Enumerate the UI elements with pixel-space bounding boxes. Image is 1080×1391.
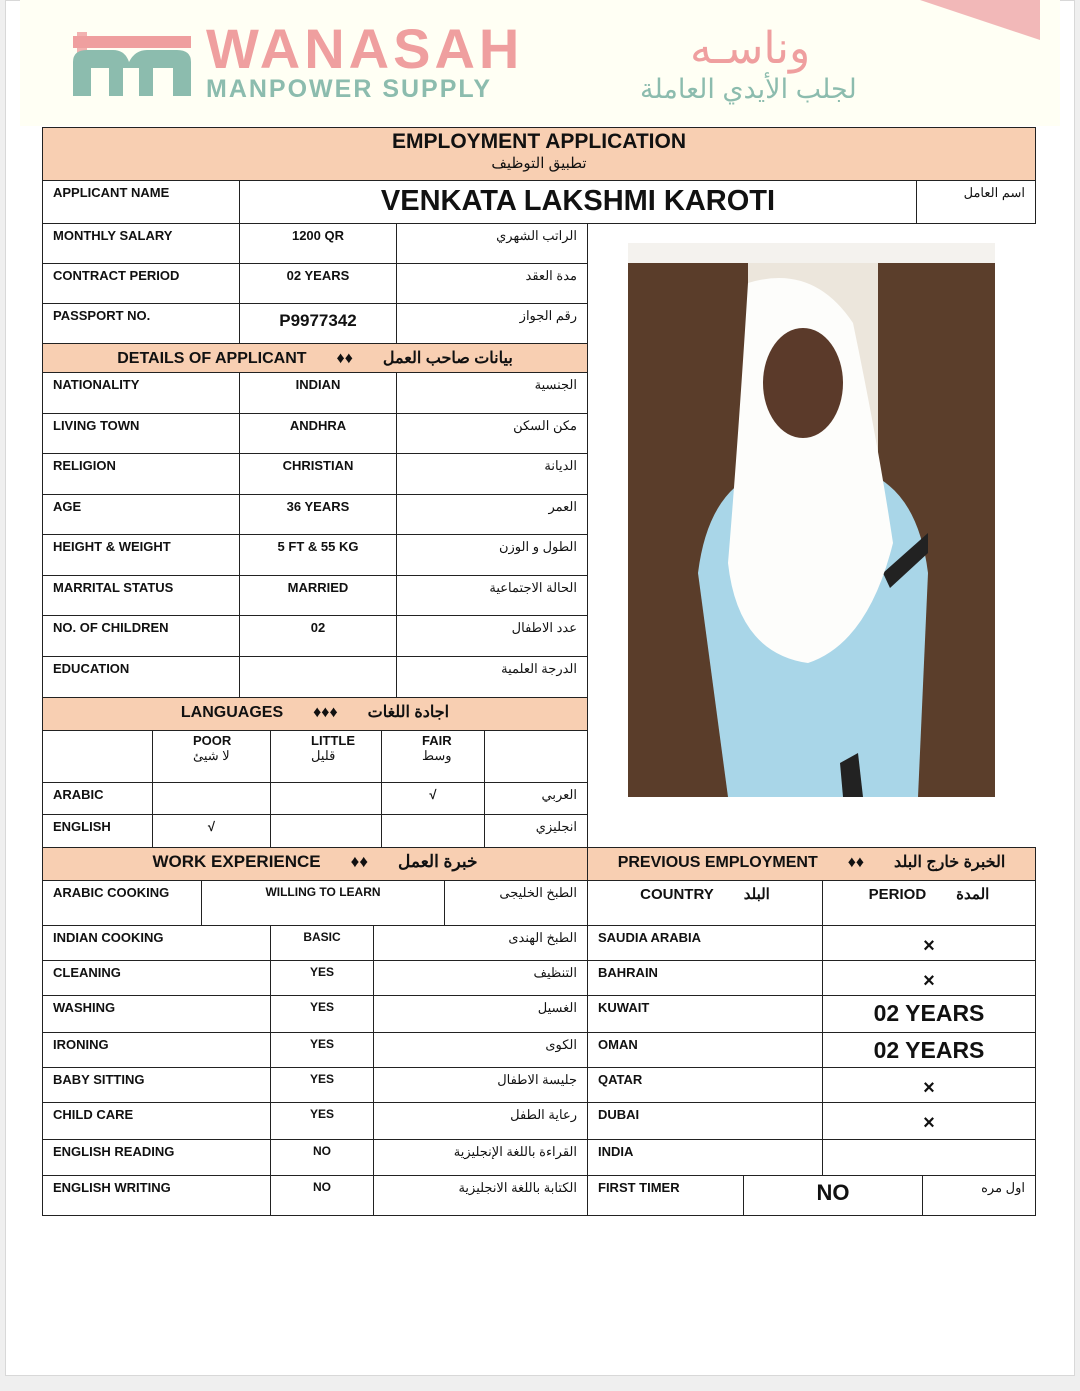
skill-value (201, 880, 445, 926)
language-check-fair-text: √ (429, 787, 437, 802)
skill-value (270, 995, 374, 1033)
level-en: POOR (193, 733, 232, 748)
detail-value-text: ANDHRA (289, 418, 347, 433)
first-timer-label-arabic (922, 1175, 1036, 1216)
previous-country (587, 1139, 823, 1176)
form-title: EMPLOYMENT APPLICATION (392, 130, 686, 153)
language-check-little[interactable] (270, 782, 382, 815)
skill-value (270, 960, 374, 996)
country-column-header (587, 880, 823, 926)
previous-country (587, 960, 823, 996)
detail-label-text: EDUCATION (53, 661, 130, 676)
detail-value-text: INDIAN (295, 377, 341, 392)
detail-label-text: AGE (53, 499, 82, 514)
skill-label-arabic (373, 960, 588, 996)
detail-label-arabic (396, 453, 588, 495)
country-column-header-text: البلد (743, 886, 770, 903)
detail-value (239, 575, 397, 616)
previous-employment-header (587, 847, 1036, 881)
detail-label (42, 615, 240, 657)
detail-label-arabic-text: الجنسية (534, 377, 577, 392)
language-check-poor[interactable] (152, 814, 271, 848)
details-header-text: ♦♦ (336, 350, 353, 367)
work-experience-header-text: ♦♦ (350, 852, 369, 871)
contract-label-arabic (396, 223, 588, 264)
language-check-poor-text: √ (207, 819, 216, 834)
skill-label-arabic (373, 925, 588, 961)
details-header (42, 343, 588, 373)
detail-label (42, 453, 240, 495)
contract-value-text: 02 YEARS (286, 268, 350, 283)
skill-label (42, 925, 271, 961)
contract-label (42, 223, 240, 264)
period-column-header-text: المدة (956, 886, 990, 903)
detail-value-text: 5 FT & 55 KG (277, 539, 359, 554)
skill-label (42, 880, 202, 926)
contract-label (42, 263, 240, 304)
first-timer-label-text: FIRST TIMER (598, 1180, 680, 1195)
language-label-arabic (484, 782, 588, 815)
detail-label-arabic-text: الدرجة العلمية (501, 661, 577, 676)
skill-value (270, 1102, 374, 1140)
previous-country (587, 1032, 823, 1068)
language-label-arabic-text: العربي (541, 787, 577, 802)
skill-label-arabic-text: التنظيف (533, 965, 577, 980)
previous-period (822, 925, 1036, 961)
skill-value (270, 1067, 374, 1103)
detail-label-arabic (396, 656, 588, 698)
previous-country (587, 1102, 823, 1140)
language-check-fair[interactable] (381, 814, 485, 848)
title-row (42, 127, 1036, 181)
skill-value (270, 1139, 374, 1176)
skill-label-text: ENGLISH READING (53, 1144, 175, 1159)
language-level-header (152, 730, 271, 783)
previous-country (587, 925, 823, 961)
applicant-name-label-text: APPLICANT NAME (53, 185, 170, 200)
detail-label (42, 656, 240, 698)
company-logo-icon (73, 32, 191, 96)
detail-value-text: 02 (310, 620, 326, 635)
contract-value-text: P9977342 (279, 311, 357, 330)
skill-label (42, 995, 271, 1033)
contract-label-arabic-text: الراتب الشهري (496, 228, 577, 243)
language-level-header (381, 730, 485, 783)
previous-country (587, 995, 823, 1033)
skill-value (270, 1032, 374, 1068)
skill-label-arabic (444, 880, 588, 926)
skill-label-arabic (373, 1139, 588, 1176)
level-ar: لا شيئ (193, 748, 230, 763)
previous-country (587, 1067, 823, 1103)
detail-label-arabic (396, 615, 588, 657)
skill-label-text: CLEANING (53, 965, 121, 980)
skill-label-arabic-text: جليسة الاطفال (497, 1072, 577, 1087)
skill-value-text: YES (309, 1072, 334, 1086)
previous-country-text: INDIA (598, 1144, 634, 1159)
skill-label-arabic (373, 1032, 588, 1068)
skill-value-text: WILLING TO LEARN (265, 885, 381, 899)
skill-label (42, 1032, 271, 1068)
level-ar: وسط (422, 748, 452, 763)
language-label-arabic (484, 814, 588, 848)
skill-label (42, 1139, 271, 1176)
previous-country-text: DUBAI (598, 1107, 640, 1122)
skill-label-text: IRONING (53, 1037, 109, 1052)
detail-label-arabic (396, 372, 588, 414)
applicant-name-value-text: VENKATA LAKSHMI KAROTI (380, 185, 776, 217)
first-timer-value-text: NO (816, 1180, 850, 1205)
previous-period-text: 02 YEARS (873, 1000, 985, 1026)
previous-period-text: 02 YEARS (873, 1037, 985, 1063)
applicant-name-label-arabic-text: اسم العامل (963, 185, 1025, 200)
brand-tagline: MANPOWER SUPPLY (206, 75, 493, 103)
previous-period (822, 995, 1036, 1033)
detail-label-arabic (396, 534, 588, 576)
languages-header-text: ♦♦♦ (313, 704, 338, 721)
period-column-header (822, 880, 1036, 926)
detail-label-arabic-text: الطول و الوزن (498, 539, 577, 554)
skill-label-arabic-text: الغسيل (537, 1000, 577, 1015)
language-level-header (270, 730, 382, 783)
brand-name-arabic: وناسـه (690, 24, 811, 73)
previous-country-text: BAHRAIN (598, 965, 658, 980)
skill-label-arabic (373, 1067, 588, 1103)
detail-value (239, 372, 397, 414)
level-en: FAIR (422, 733, 452, 748)
detail-label-arabic-text: مكن السكن (513, 418, 577, 433)
detail-label-arabic (396, 494, 588, 535)
contract-value (239, 263, 397, 304)
detail-label-text: RELIGION (53, 458, 116, 473)
work-experience-header-text: خبرة العمل (398, 852, 478, 871)
skill-value-text: YES (309, 965, 334, 979)
skill-label-text: ENGLISH WRITING (53, 1180, 171, 1195)
detail-label-arabic-text: العمر (548, 499, 577, 514)
period-column-header-text: PERIOD (868, 886, 927, 903)
detail-label-text: LIVING TOWN (53, 418, 140, 433)
skill-label-arabic (373, 995, 588, 1033)
contract-value (239, 303, 397, 344)
language-check-little[interactable] (270, 814, 382, 848)
corner-decoration (920, 0, 1040, 40)
applicant-name-label-arabic (916, 180, 1036, 224)
skill-label-arabic-text: القراءة باللغة الإنجليزية (453, 1144, 577, 1159)
level-en: LITTLE (311, 733, 356, 748)
detail-value (239, 534, 397, 576)
skill-label-arabic-text: رعاية الطفل (510, 1107, 577, 1122)
skill-label (42, 1102, 271, 1140)
work-experience-header (42, 847, 588, 881)
previous-period (822, 1032, 1036, 1068)
first-timer-label-arabic-text: اول مره (981, 1180, 1025, 1195)
skill-value (270, 1175, 374, 1216)
detail-label-text: HEIGHT & WEIGHT (53, 539, 171, 554)
detail-label-text: NATIONALITY (53, 377, 140, 392)
previous-period-text: × (923, 970, 935, 992)
skill-value-text: YES (309, 1000, 334, 1014)
detail-label-text: MARRITAL STATUS (53, 580, 174, 595)
detail-value (239, 656, 397, 698)
previous-employment-header-text: الخبرة خارج البلد (894, 854, 1006, 871)
detail-value (239, 413, 397, 454)
detail-label (42, 575, 240, 616)
details-header-text: DETAILS OF APPLICANT (117, 350, 307, 367)
language-label-text: ENGLISH (53, 819, 111, 834)
contract-label-arabic (396, 303, 588, 344)
detail-label-arabic-text: الحالة الاجتماعية (489, 580, 577, 595)
previous-period (822, 960, 1036, 996)
language-label-text: ARABIC (53, 787, 104, 802)
skill-label-arabic (373, 1102, 588, 1140)
previous-employment-header-text: PREVIOUS EMPLOYMENT (617, 854, 818, 871)
contract-label-text: MONTHLY SALARY (53, 228, 173, 243)
skill-label-arabic (373, 1175, 588, 1216)
detail-label-arabic-text: عدد الاطفال (511, 620, 577, 635)
skill-label-arabic-text: الكوى (545, 1037, 577, 1052)
previous-country-text: SAUDIA ARABIA (598, 930, 702, 945)
skill-value-text: NO (313, 1180, 331, 1194)
language-check-poor[interactable] (152, 782, 271, 815)
details-header-text: بيانات صاحب العمل (382, 350, 513, 367)
previous-period-text: × (923, 935, 935, 957)
skill-label-text: CHILD CARE (53, 1107, 134, 1122)
previous-period (822, 1067, 1036, 1103)
skill-label-arabic-text: الطبخ الهندى (508, 930, 577, 945)
detail-label-arabic (396, 413, 588, 454)
previous-period-text: × (923, 1112, 935, 1134)
language-label (42, 814, 153, 848)
brand-name: WANASAH (206, 17, 524, 80)
skill-label-text: INDIAN COOKING (53, 930, 164, 945)
language-label (42, 782, 153, 815)
detail-label (42, 413, 240, 454)
brand-tagline-arabic: لجلب الأيدي العاملة (640, 74, 857, 104)
detail-label (42, 372, 240, 414)
skill-value-text: BASIC (303, 930, 341, 944)
skill-label (42, 1175, 271, 1216)
language-check-fair[interactable] (381, 782, 485, 815)
detail-value-text: CHRISTIAN (282, 458, 354, 473)
applicant-name-value (239, 180, 917, 224)
skill-label-arabic-text: الطبخ الخليجى (499, 885, 577, 900)
previous-country-text: OMAN (598, 1037, 638, 1052)
contract-value (239, 223, 397, 264)
form-title-arabic: تطبيق التوظيف (491, 155, 587, 172)
detail-value (239, 615, 397, 657)
detail-label (42, 534, 240, 576)
skill-value-text: YES (309, 1037, 334, 1051)
contract-label-text: CONTRACT PERIOD (53, 268, 180, 283)
applicant-photo (628, 243, 995, 797)
previous-country-text: QATAR (598, 1072, 643, 1087)
contract-label (42, 303, 240, 344)
first-timer-label (587, 1175, 744, 1216)
skill-value-text: NO (313, 1144, 331, 1158)
previous-period-text: × (923, 1077, 935, 1099)
contract-label-arabic (396, 263, 588, 304)
languages-header-text: اجادة اللغات (367, 704, 450, 721)
country-column-header-text: COUNTRY (640, 886, 714, 903)
skill-label-text: WASHING (53, 1000, 116, 1015)
level-ar: قليل (311, 748, 336, 763)
skill-value-text: YES (309, 1107, 334, 1121)
applicant-name-label (42, 180, 240, 224)
language-header-blank (42, 730, 153, 783)
detail-label (42, 494, 240, 535)
first-timer-value (743, 1175, 923, 1216)
contract-label-arabic-text: رقم الجواز (519, 308, 577, 323)
skill-value (270, 925, 374, 961)
skill-label-text: ARABIC COOKING (53, 885, 170, 900)
skill-label-text: BABY SITTING (53, 1072, 145, 1087)
skill-label (42, 960, 271, 996)
work-experience-header-text: WORK EXPERIENCE (152, 852, 321, 871)
skill-label (42, 1067, 271, 1103)
detail-value (239, 494, 397, 535)
previous-period (822, 1139, 1036, 1176)
detail-label-arabic-text: الديانة (544, 458, 577, 473)
languages-header-text: LANGUAGES (180, 704, 284, 721)
detail-value (239, 453, 397, 495)
previous-country-text: KUWAIT (598, 1000, 650, 1015)
contract-label-arabic-text: مدة العقد (525, 268, 577, 283)
detail-value-text: MARRIED (287, 580, 349, 595)
detail-label-text: NO. OF CHILDREN (53, 620, 169, 635)
language-label-arabic-text: انجليزي (535, 819, 577, 834)
languages-header (42, 697, 588, 731)
detail-value-text: 36 YEARS (286, 499, 350, 514)
previous-period (822, 1102, 1036, 1140)
detail-label-arabic (396, 575, 588, 616)
skill-label-arabic-text: الكتابة باللغة الانجليزية (458, 1180, 577, 1195)
previous-employment-header-text: ♦♦ (847, 854, 865, 871)
language-header-blank (484, 730, 588, 783)
contract-value-text: 1200 QR (291, 228, 345, 243)
contract-label-text: PASSPORT NO. (53, 308, 151, 323)
